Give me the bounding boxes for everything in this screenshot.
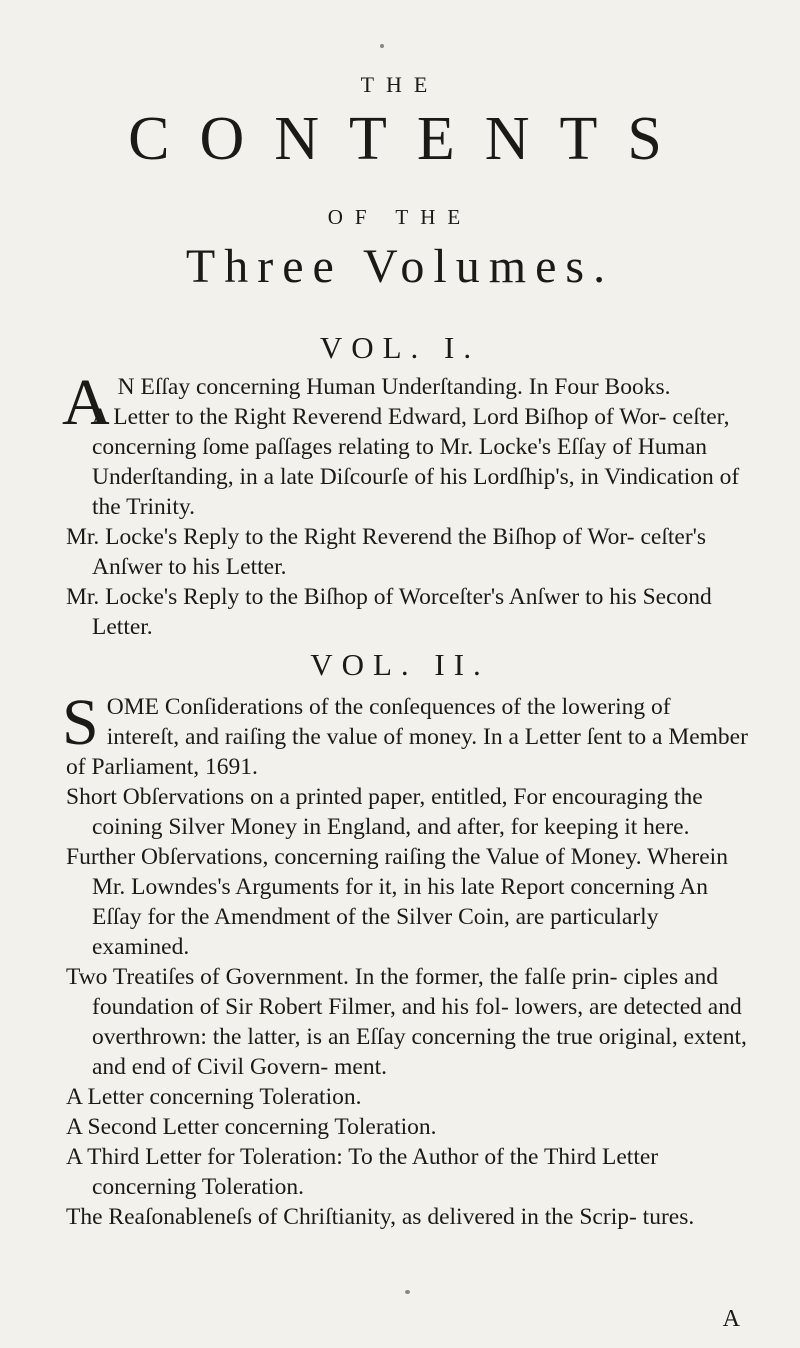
ink-spot — [380, 44, 384, 48]
list-item: A Letter to the Right Reverend Edward, Lord Biſhop of Wor- ceſter, concerning ſome paſſages relating to Mr. Locke's Eſſay of Human Underſtanding, in a late Diſcourſe of his Lordſhip's, in Vindication of the Trinity. — [91, 404, 740, 520]
list-item: Short Obſervations on a printed paper, entitled, For encouraging the coining Silver Money in England, and after, for keeping it here. — [66, 784, 703, 840]
list-item: Further Obſervations, concerning raiſing the Value of Money. Wherein Mr. Lowndes's Arguments for it, in his late Report concerning An Eſſay for the Amendment of the Silver Coin, are particularly examined. — [66, 844, 728, 960]
volume-2-heading: VOL. II. — [310, 647, 490, 682]
drop-cap: S — [62, 686, 99, 759]
list-item: Mr. Locke's Reply to the Right Reverend the Biſhop of Wor- ceſter's Anſwer to his Letter. — [66, 524, 707, 580]
volume-2-contents — [62, 686, 748, 1232]
volume-1-contents — [62, 366, 748, 642]
list-item — [62, 686, 748, 782]
drop-cap: A — [62, 366, 110, 439]
list-item — [62, 366, 748, 439]
list-item: A Second Letter concerning Toleration. — [66, 1114, 437, 1140]
list-item: Two Treatiſes of Government. In the former, the falſe prin- ciples and foundation of Sir Robert Filmer, and his fol- lowers, are detected and overthrown: the latter, is an Eſſay concerning the true original, extent, and end of Civil Govern- ment. — [66, 964, 747, 1080]
heading-the: THE — [360, 72, 440, 97]
entry-text: OME Conſiderations of the conſequences of the lowering of intereſt, and raiſing the value of money. In a Letter ſent to a Member of Parliament, 1691. — [66, 694, 748, 780]
volume-1-heading: VOL. I. — [319, 330, 481, 365]
list-item: Mr. Locke's Reply to the Biſhop of Worceſter's Anſwer to his Second Letter. — [66, 584, 712, 640]
heading-contents: CONTENTS — [128, 105, 692, 173]
heading-three-volumes: Three Volumes. — [185, 240, 615, 293]
heading-of-the: OF THE — [327, 205, 473, 229]
entry-text: N Eſſay concerning Human Underſtanding. In Four Books. — [117, 374, 671, 400]
ink-spot — [405, 1290, 410, 1294]
catchword: A — [722, 1306, 740, 1332]
list-item: The Reaſonableneſs of Chriſtianity, as delivered in the Scrip- tures. — [66, 1204, 695, 1230]
list-item: A Third Letter for Toleration: To the Author of the Third Letter concerning Toleration. — [66, 1144, 659, 1200]
list-item: A Letter concerning Toleration. — [66, 1084, 362, 1110]
